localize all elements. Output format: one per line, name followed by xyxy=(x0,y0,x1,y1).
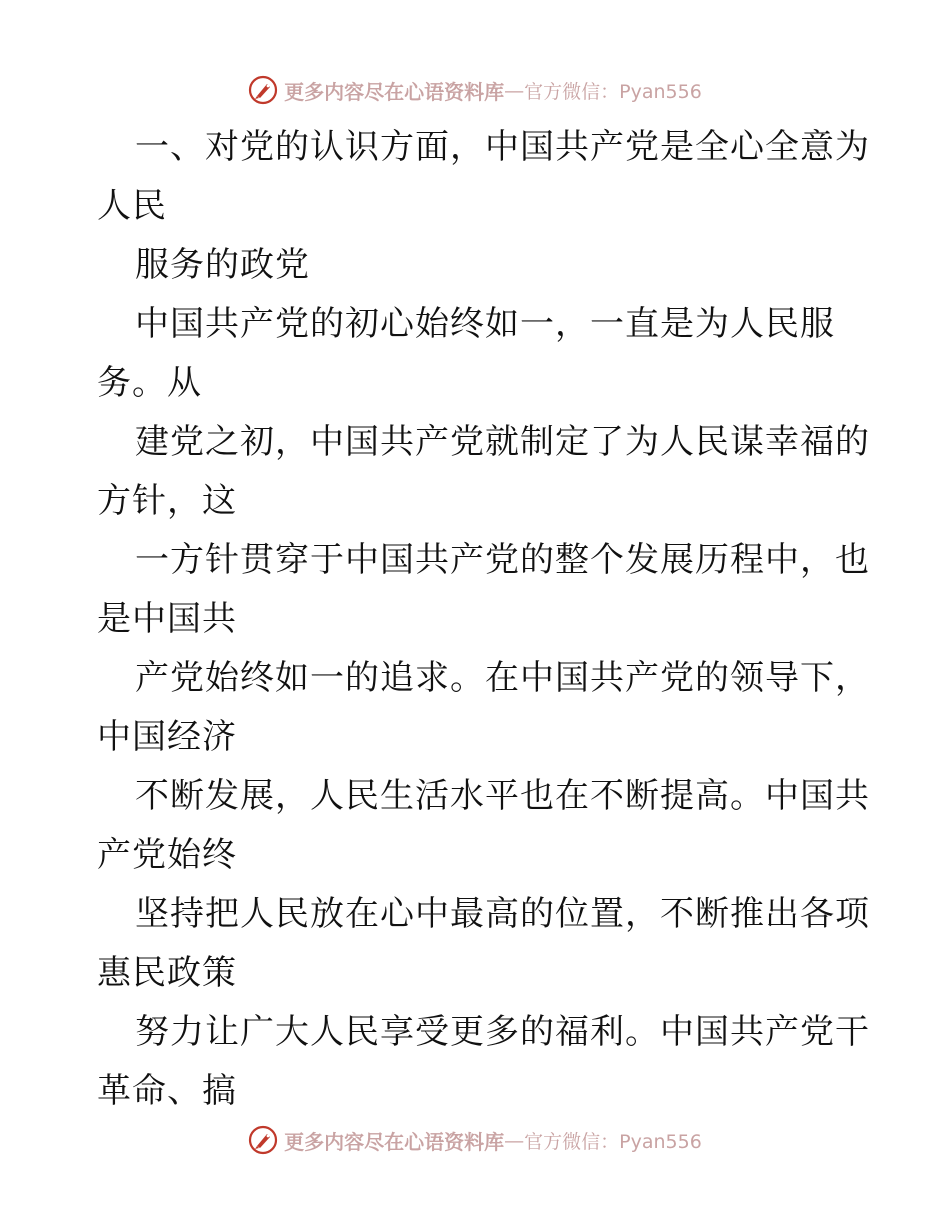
pen-nib-logo-icon xyxy=(248,1125,278,1155)
text-line: 产党始终 xyxy=(97,835,237,875)
watermark-dash: — xyxy=(504,78,525,102)
text-line: 坚持把人民放在心中最高的位置，不断推出各项 xyxy=(135,894,870,934)
text-line: 务。从 xyxy=(97,363,202,403)
text-line: 中国经济 xyxy=(97,717,237,757)
watermark-brand-text: 更多内容尽在心语资料库 xyxy=(284,1129,505,1154)
text-line: 人民 xyxy=(97,186,167,226)
header-watermark xyxy=(0,72,950,108)
text-line: 惠民政策 xyxy=(97,953,237,993)
text-line: 中国共产党的初心始终如一，一直是为人民服 xyxy=(135,304,835,344)
text-line: 努力让广大人民享受更多的福利。中国共产党干 xyxy=(135,1012,870,1052)
text-line: 是中国共 xyxy=(97,599,237,639)
watermark-dash: — xyxy=(504,1128,525,1152)
text-line: 服务的政党 xyxy=(135,245,310,285)
text-line: 革命、搞 xyxy=(97,1071,237,1111)
text-line: 建党之初，中国共产党就制定了为人民谋幸福的 xyxy=(135,422,870,462)
watermark-brand-text: 更多内容尽在心语资料库 xyxy=(284,79,505,104)
pen-nib-logo-icon xyxy=(248,75,278,105)
text-line: 一、对党的认识方面，中国共产党是全心全意为 xyxy=(135,127,870,167)
document-body xyxy=(97,118,870,1121)
text-line: 一方针贯穿于中国共产党的整个发展历程中，也 xyxy=(135,540,870,580)
footer-watermark xyxy=(0,1122,950,1158)
watermark-wechat-text: 官方微信：Pyan556 xyxy=(524,1130,702,1153)
watermark-wechat-text: 官方微信：Pyan556 xyxy=(524,80,702,103)
text-line: 产党始终如一的追求。在中国共产党的领导下， xyxy=(135,658,870,698)
text-line: 方针，这 xyxy=(97,481,237,521)
text-line: 不断发展，人民生活水平也在不断提高。中国共 xyxy=(135,776,870,816)
